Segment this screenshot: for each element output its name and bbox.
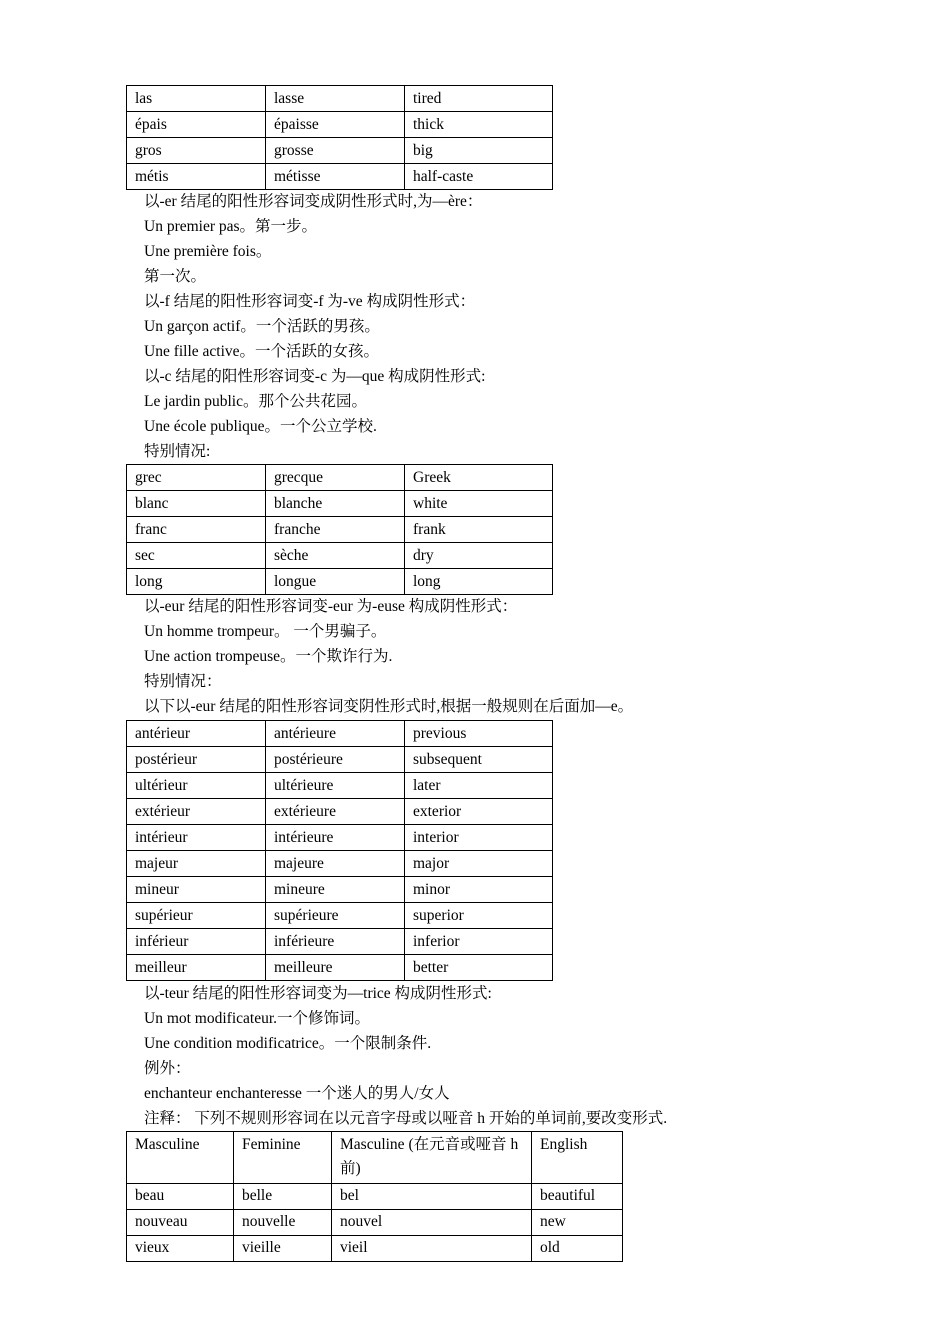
table-cell: nouvel — [332, 1210, 532, 1236]
table-cell: minor — [405, 877, 553, 903]
table-row — [127, 543, 553, 569]
table-cell: half-caste — [405, 164, 553, 190]
table-cell: sèche — [266, 543, 405, 569]
table-cell: franche — [266, 517, 405, 543]
table-row — [127, 955, 553, 981]
adjective-table-eur-exceptions — [126, 720, 553, 981]
table-cell: bel — [332, 1184, 532, 1210]
table-row — [127, 164, 553, 190]
table-row — [127, 138, 553, 164]
table-cell: old — [532, 1236, 623, 1262]
table-cell: sec — [127, 543, 266, 569]
table-cell: las — [127, 86, 266, 112]
table-row — [127, 491, 553, 517]
text-line: Une condition modificatrice。一个限制条件. — [144, 1035, 432, 1052]
column-header: Masculine (在元音或哑音 h 前) — [332, 1132, 532, 1184]
table-cell: franc — [127, 517, 266, 543]
table-row — [127, 929, 553, 955]
table-row — [127, 112, 553, 138]
table-cell: postérieur — [127, 747, 266, 773]
text-line: 以-c 结尾的阳性形容词变-c 为—que 构成阴性形式: — [144, 368, 486, 385]
table-cell: nouveau — [127, 1210, 234, 1236]
table-row — [127, 903, 553, 929]
table-cell: inferior — [405, 929, 553, 955]
table-cell: nouvelle — [234, 1210, 332, 1236]
table-cell: majeure — [266, 851, 405, 877]
table-cell: long — [127, 569, 266, 595]
table-cell: long — [405, 569, 553, 595]
text-line: Une école publique。一个公立学校. — [144, 418, 377, 435]
table-cell: antérieur — [127, 721, 266, 747]
text-line: Une action trompeuse。一个欺诈行为. — [144, 648, 393, 665]
text-line: 第一次。 — [144, 268, 207, 285]
text-line: Le jardin public。那个公共花园。 — [144, 393, 367, 410]
table-cell: grec — [127, 465, 266, 491]
text-line: Un mot modificateur.一个修饰词。 — [144, 1010, 371, 1027]
table-cell: better — [405, 955, 553, 981]
table-cell: gros — [127, 138, 266, 164]
text-line: 以-eur 结尾的阳性形容词变-eur 为-euse 构成阴性形式： — [144, 598, 518, 615]
table-cell: antérieure — [266, 721, 405, 747]
table-cell: extérieur — [127, 799, 266, 825]
table-cell: intérieure — [266, 825, 405, 851]
table-cell: inférieur — [127, 929, 266, 955]
text-line: enchanteur enchanteresse 一个迷人的男人/女人 — [144, 1085, 450, 1102]
table-cell: ultérieur — [127, 773, 266, 799]
table-cell: épaisse — [266, 112, 405, 138]
table-cell: Greek — [405, 465, 553, 491]
text-line: Un homme trompeur。 一个男骗子。 — [144, 623, 387, 640]
text-line: 以-f 结尾的阳性形容词变-f 为-ve 构成阴性形式： — [144, 293, 476, 310]
table-cell: beau — [127, 1184, 234, 1210]
table-cell: dry — [405, 543, 553, 569]
table-cell: longue — [266, 569, 405, 595]
text-line: Un premier pas。第一步。 — [144, 218, 318, 235]
table-row — [127, 877, 553, 903]
table-cell: tired — [405, 86, 553, 112]
table-cell: frank — [405, 517, 553, 543]
irregular-adjective-table — [126, 1131, 623, 1262]
table-row — [127, 721, 553, 747]
table-row — [127, 747, 553, 773]
text-line: Une fille active。一个活跃的女孩。 — [144, 343, 380, 360]
text-line: 以-teur 结尾的阳性形容词变为—trice 构成阴性形式: — [144, 985, 492, 1002]
table-cell: supérieure — [266, 903, 405, 929]
table-row — [127, 851, 553, 877]
table-cell: lasse — [266, 86, 405, 112]
table-cell: blanc — [127, 491, 266, 517]
table-cell: mineur — [127, 877, 266, 903]
table-cell: grosse — [266, 138, 405, 164]
text-line: 注释： 下列不规则形容词在以元音字母或以哑音 h 开始的单词前,要改变形式. — [144, 1110, 668, 1127]
table-cell: extérieure — [266, 799, 405, 825]
table-row — [127, 86, 553, 112]
table-cell: supérieur — [127, 903, 266, 929]
table-cell: meilleure — [266, 955, 405, 981]
table-cell: majeur — [127, 851, 266, 877]
table-cell: vieille — [234, 1236, 332, 1262]
text-line: Un garçon actif。一个活跃的男孩。 — [144, 318, 380, 335]
table-cell: blanche — [266, 491, 405, 517]
table-cell: exterior — [405, 799, 553, 825]
table-cell: postérieure — [266, 747, 405, 773]
text-line: 特别情况： — [144, 673, 222, 690]
column-header: Feminine — [234, 1132, 332, 1184]
text-line: 以下以-eur 结尾的阳性形容词变阴性形式时,根据一般规则在后面加—e。 — [144, 698, 634, 715]
table-row — [127, 825, 553, 851]
table-cell: inférieure — [266, 929, 405, 955]
table-cell: white — [405, 491, 553, 517]
table-row — [127, 773, 553, 799]
table-cell: superior — [405, 903, 553, 929]
table-cell: big — [405, 138, 553, 164]
table-cell: subsequent — [405, 747, 553, 773]
table-cell: grecque — [266, 465, 405, 491]
column-header: English — [532, 1132, 623, 1184]
table-cell: métis — [127, 164, 266, 190]
table-header-row — [127, 1132, 623, 1184]
adjective-table-c-exceptions — [126, 464, 553, 595]
table-cell: intérieur — [127, 825, 266, 851]
text-line: 例外： — [144, 1060, 191, 1077]
table-row — [127, 569, 553, 595]
table-row — [127, 465, 553, 491]
table-cell: interior — [405, 825, 553, 851]
text-line: 特别情况: — [144, 443, 211, 460]
table-cell: thick — [405, 112, 553, 138]
table-cell: épais — [127, 112, 266, 138]
table-cell: major — [405, 851, 553, 877]
text-line: Une première fois。 — [144, 243, 272, 260]
table-cell: ultérieure — [266, 773, 405, 799]
table-cell: later — [405, 773, 553, 799]
table-cell: new — [532, 1210, 623, 1236]
table-cell: vieux — [127, 1236, 234, 1262]
table-cell: belle — [234, 1184, 332, 1210]
text-line: 以-er 结尾的阳性形容词变成阴性形式时,为—ère： — [144, 193, 483, 210]
table-row — [127, 1210, 623, 1236]
table-cell: vieil — [332, 1236, 532, 1262]
table-row — [127, 799, 553, 825]
table-cell: métisse — [266, 164, 405, 190]
adjective-table-s — [126, 85, 553, 190]
table-cell: previous — [405, 721, 553, 747]
table-row — [127, 1184, 623, 1210]
table-row — [127, 517, 553, 543]
table-row — [127, 1236, 623, 1262]
table-cell: mineure — [266, 877, 405, 903]
table-cell: beautiful — [532, 1184, 623, 1210]
column-header: Masculine — [127, 1132, 234, 1184]
table-cell: meilleur — [127, 955, 266, 981]
